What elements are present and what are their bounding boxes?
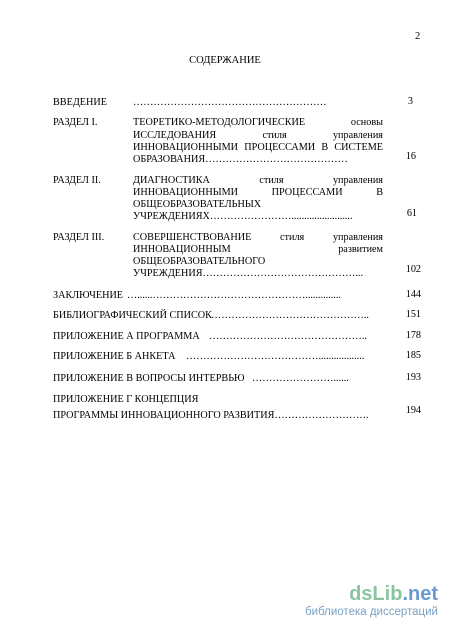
toc-page-section-3: 102 (405, 264, 421, 275)
toc-label-bibliography: БИБЛИОГРАФИЧЕСКИЙ СПИСОК (53, 310, 212, 321)
toc-dots-appendix-a: ……………………………………….. (209, 331, 367, 342)
toc-text-appendix-g-line-2: ПРОГРАММЫ ИННОВАЦИОННОГО РАЗВИТИЯ………………………. (53, 410, 369, 421)
page-number: 2 (415, 31, 421, 42)
toc-title: СОДЕРЖАНИЕ (189, 55, 261, 66)
dslib-subtitle: библиотека диссертаций (305, 606, 438, 618)
toc-page-bibliography: 151 (405, 309, 421, 320)
toc-text-section-3-line-2: ИННОВАЦИОННЫМ развитием (133, 244, 383, 255)
toc-text-section-3-line-4: УЧРЕЖДЕНИЯ………………………………………... (133, 268, 363, 279)
toc-text-section-2-line-2: ИННОВАЦИОННЫМИ ПРОЦЕССАМИ В (133, 187, 383, 198)
dslib-logo-part2: .net (402, 583, 438, 605)
toc-page-appendix-b: 185 (405, 350, 421, 361)
toc-label-appendix-a: ПРИЛОЖЕНИЕ А ПРОГРАММА (53, 331, 200, 342)
toc-page-appendix-a: 178 (405, 330, 421, 341)
toc-dots-appendix-v: ……………………...... (252, 373, 349, 384)
dslib-logo (305, 583, 438, 605)
dslib-logo-part1: dsLib (349, 583, 403, 605)
toc-text-section-2-line-1: ДИАГНОСТИКА стиля управления (133, 175, 383, 186)
toc-label-appendix-v: ПРИЛОЖЕНИЕ В ВОПРОСЫ ИНТЕРВЬЮ (53, 373, 245, 384)
toc-page-section-1: 16 (405, 151, 416, 162)
toc-text-section-3-line-3: ОБЩЕОБРАЗОВАТЕЛЬНОГО (133, 256, 266, 267)
toc-label-section-3: РАЗДЕЛ III. (53, 232, 105, 243)
toc-label-conclusion: ЗАКЛЮЧЕНИЕ (53, 290, 124, 301)
toc-text-section-1-line-2: ИССЛЕДОВАНИЯ стиля управления (133, 130, 383, 141)
toc-text-section-2-line-3: ОБЩЕОБРАЗОВАТЕЛЬНЫХ (133, 199, 262, 210)
toc-label-appendix-b: ПРИЛОЖЕНИЕ Б АНКЕТА (53, 351, 176, 362)
toc-label-intro: ВВЕДЕНИЕ (53, 97, 107, 108)
toc-page-section-2: 61 (406, 208, 417, 219)
toc-text-section-3-line-1: СОВЕРШЕНСТВОВАНИЕ стиля управления (133, 232, 383, 243)
dslib-watermark (305, 583, 438, 618)
toc-page-intro: 3 (407, 96, 413, 107)
toc-text-section-2-line-4: УЧРЕЖДЕНИЯХ……………………........................ (133, 211, 353, 222)
toc-dots-bibliography: ……………………………………….. (211, 310, 369, 321)
toc-page-appendix-v: 193 (405, 372, 421, 383)
toc-text-section-1-line-3: ИННОВАЦИОННЫМИ ПРОЦЕССАМИ В СИСТЕМЕ (133, 142, 383, 153)
toc-dots-intro: ………………………………………………… (133, 97, 327, 108)
toc-text-section-1-line-4: ОБРАЗОВАНИЯ…………………………………… (133, 154, 348, 165)
toc-dots-appendix-b: ………………………………….................. (186, 351, 365, 362)
toc-label-section-1: РАЗДЕЛ I. (53, 117, 98, 128)
toc-label-section-2: РАЗДЕЛ II. (53, 175, 101, 186)
toc-dots-conclusion: …......……………………………………….............. (127, 290, 341, 301)
toc-text-section-1-line-1: ТЕОРЕТИКО-МЕТОДОЛОГИЧЕСКИЕ основы (133, 117, 383, 128)
toc-label-appendix-g: ПРИЛОЖЕНИЕ Г КОНЦЕПЦИЯ (53, 394, 199, 405)
toc-page-conclusion: 144 (405, 289, 421, 300)
toc-page-appendix-g: 194 (405, 405, 421, 416)
